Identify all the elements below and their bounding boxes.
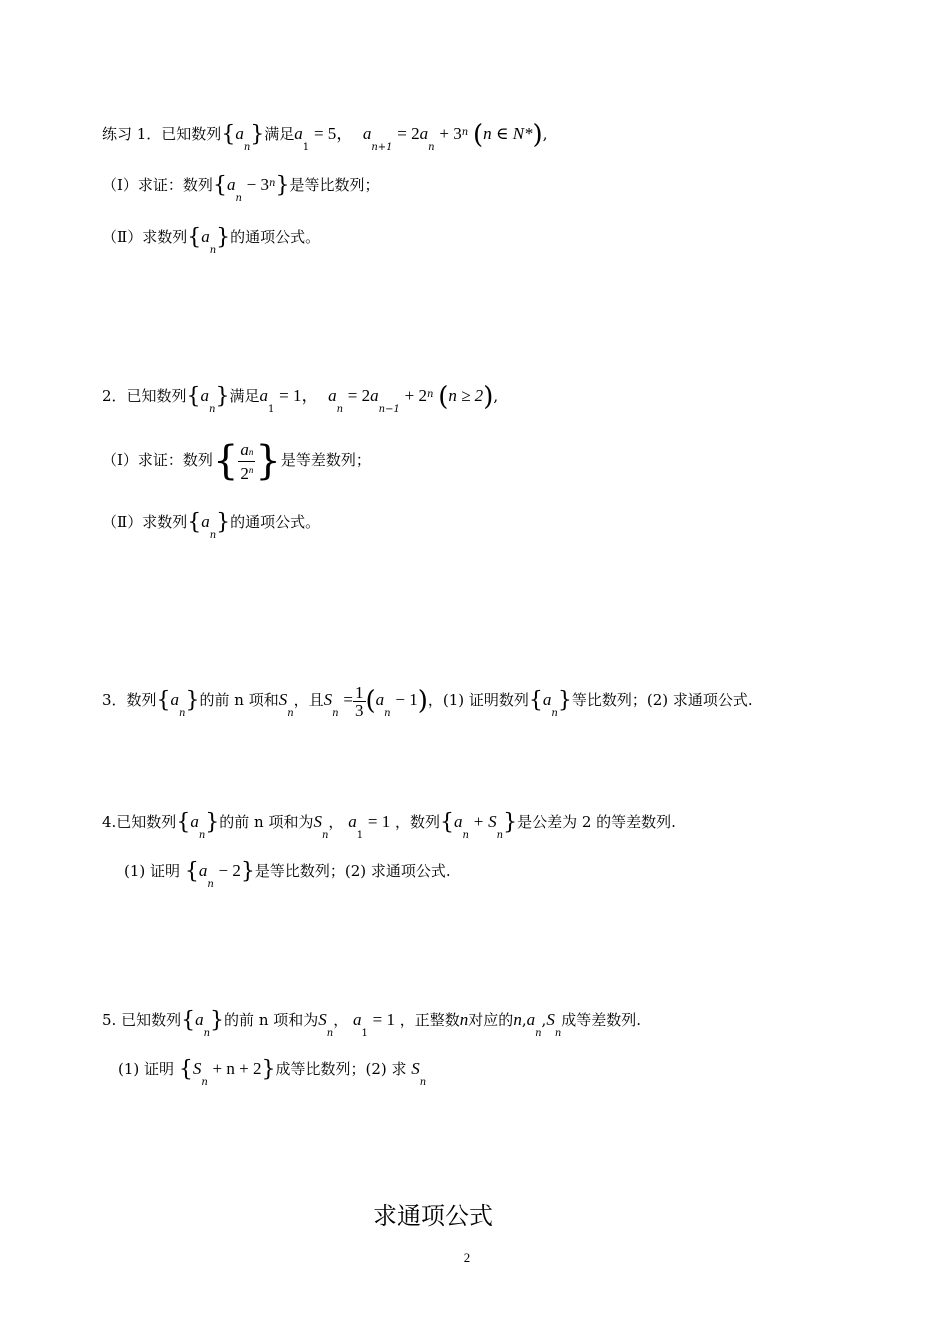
q1-part1: （Ⅰ）求证：数列$\{a_n - 3^n\}$是等比数列； xyxy=(102,173,380,204)
q1-part2: （Ⅱ）求数列$\{a_n\}$的通项公式。 xyxy=(102,225,321,256)
q2-fraction: $\frac{an}{2^n}$ xyxy=(240,439,254,483)
q2-part2: （Ⅱ）求数列$\{a_n\}$的通项公式。 xyxy=(102,510,321,541)
q4-part1: (1) 证明 $\{a_n - 2\}$是等比数列；(2) 求通项公式. xyxy=(124,859,451,890)
q3-stem: 3．数列$\{a_n\}$的前 n 项和$S_n$，且$S_n$ = $\frac{1}{3}$ $(a_n - 1)$，(1) 证明数列$\{a_n\}$等比数列；(2) 求通项公式. xyxy=(102,682,753,720)
q1-stem: 练习 1．已知数列$\{a_n\}$满足$a_1 = 5$， $a_{n+1} = 2a_n + 3^n$ (n ∈ N*), xyxy=(102,120,548,153)
page-number: 2 xyxy=(463,1250,471,1265)
section-title: 求通项公式 xyxy=(373,1202,493,1230)
q3-fraction: $\frac{1}{3}$ xyxy=(355,682,364,720)
q5-stem: 5. 已知数列$\{a_n\}$的前 n 项和为$S_n$， $a_1 = 1$ ，正整数n对应的$n,a_n,S_n$成等差数列. xyxy=(102,1008,642,1039)
q2-part1: （Ⅰ）求证：数列{ $\frac{an}{2^n}$ }是等差数列； xyxy=(102,438,371,484)
q4-stem: 4.已知数列$\{a_n\}$的前 n 项和为$S_n$， $a_1 = 1$ ，数列$\{a_n + S_n\}$是公差为 2 的等差数列. xyxy=(102,810,676,841)
q2-stem: 2．已知数列$\{a_n\}$满足$a_1 = 1$， $a_n = 2a_{n-1} + 2^n$ (n ≥ 2), xyxy=(102,382,499,415)
q5-part1: (1) 证明 $\{S_n + n + 2\}$成等比数列；(2) 求 $S_n$ xyxy=(118,1057,427,1088)
